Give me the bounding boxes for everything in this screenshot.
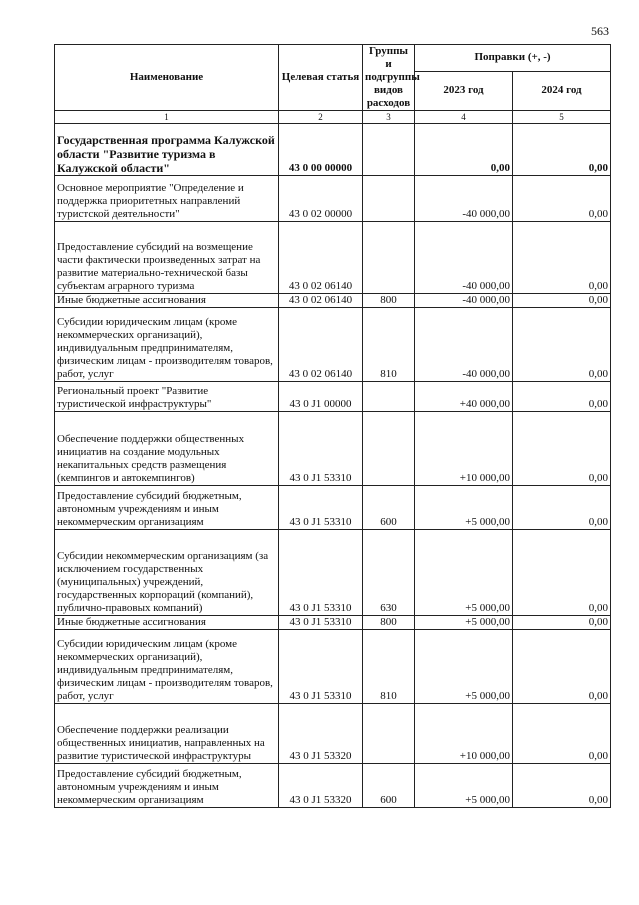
row-amount-2023: +5 000,00 — [415, 486, 513, 530]
row-target-article: 43 0 02 00000 — [279, 176, 363, 222]
row-expense-group: 810 — [363, 308, 415, 382]
row-expense-group: 600 — [363, 764, 415, 808]
row-amount-2023: -40 000,00 — [415, 294, 513, 308]
row-target-article: 43 0 J1 53310 — [279, 616, 363, 630]
row-amount-2023: +10 000,00 — [415, 412, 513, 486]
row-expense-group: 800 — [363, 616, 415, 630]
header-target-article: Целевая статья — [279, 45, 363, 111]
table-row — [55, 530, 611, 616]
table-row — [55, 764, 611, 808]
row-expense-group — [363, 124, 415, 176]
row-target-article: 43 0 J1 53310 — [279, 486, 363, 530]
row-target-article: 43 0 J1 53310 — [279, 412, 363, 486]
row-amount-2024: 0,00 — [513, 412, 611, 486]
header-expense-groups: Группы и подгруппы видов расходов — [363, 45, 415, 111]
table-row — [55, 630, 611, 704]
row-name: Иные бюджетные ассигнования — [55, 294, 279, 308]
row-expense-group — [363, 412, 415, 486]
row-amount-2023: +10 000,00 — [415, 704, 513, 764]
row-amount-2023: +5 000,00 — [415, 764, 513, 808]
row-amount-2023: -40 000,00 — [415, 308, 513, 382]
row-name: Субсидии юридическим лицам (кроме некоммерческих организаций), индивидуальным предпринимателям, физическим лицам - производителям товаров, работ, услуг — [55, 630, 279, 704]
row-expense-group: 600 — [363, 486, 415, 530]
row-target-article: 43 0 02 06140 — [279, 308, 363, 382]
row-amount-2024: 0,00 — [513, 222, 611, 294]
header-name: Наименование — [55, 45, 279, 111]
row-amount-2023: -40 000,00 — [415, 222, 513, 294]
row-target-article: 43 0 J1 53310 — [279, 630, 363, 704]
row-target-article: 43 0 00 00000 — [279, 124, 363, 176]
row-name: Государственная программа Калужской области "Развитие туризма в Калужской области" — [55, 124, 279, 176]
row-expense-group — [363, 704, 415, 764]
row-amount-2023: -40 000,00 — [415, 176, 513, 222]
row-target-article: 43 0 02 06140 — [279, 222, 363, 294]
row-expense-group: 630 — [363, 530, 415, 616]
row-amount-2024: 0,00 — [513, 382, 611, 412]
row-target-article: 43 0 J1 53320 — [279, 764, 363, 808]
row-name: Предоставление субсидий на возмещение части фактически произведенных затрат на развитие материально-технической базы субъектам аграрного туризма — [55, 222, 279, 294]
row-amount-2024: 0,00 — [513, 294, 611, 308]
row-amount-2024: 0,00 — [513, 124, 611, 176]
column-number: 3 — [363, 111, 415, 124]
row-amount-2023: +5 000,00 — [415, 630, 513, 704]
header-amendments: Поправки (+, -) — [415, 45, 611, 72]
table-row — [55, 222, 611, 294]
row-expense-group: 800 — [363, 294, 415, 308]
row-amount-2024: 0,00 — [513, 176, 611, 222]
column-number: 5 — [513, 111, 611, 124]
table-row — [55, 486, 611, 530]
table-row — [55, 382, 611, 412]
row-name: Предоставление субсидий бюджетным, автономным учреждениям и иным некоммерческим организациям — [55, 486, 279, 530]
row-name: Обеспечение поддержки общественных инициатив на создание модульных некапитальных средств размещения (кемпингов и автокемпингов) — [55, 412, 279, 486]
row-amount-2024: 0,00 — [513, 308, 611, 382]
column-number: 2 — [279, 111, 363, 124]
row-name: Предоставление субсидий бюджетным, автономным учреждениям и иным некоммерческим организациям — [55, 764, 279, 808]
row-amount-2024: 0,00 — [513, 630, 611, 704]
row-amount-2023: +5 000,00 — [415, 530, 513, 616]
row-expense-group — [363, 176, 415, 222]
row-name: Субсидии юридическим лицам (кроме некоммерческих организаций), индивидуальным предпринимателям, физическим лицам - производителям товаров, работ, услуг — [55, 308, 279, 382]
column-number: 1 — [55, 111, 279, 124]
row-amount-2024: 0,00 — [513, 704, 611, 764]
table-row — [55, 704, 611, 764]
column-numbers-row — [55, 111, 611, 124]
row-name: Иные бюджетные ассигнования — [55, 616, 279, 630]
row-amount-2023: +5 000,00 — [415, 616, 513, 630]
header-year-2024: 2024 год — [513, 71, 611, 110]
row-name: Региональный проект "Развитие туристической инфраструктуры" — [55, 382, 279, 412]
table-row — [55, 412, 611, 486]
row-name: Субсидии некоммерческим организациям (за исключением государственных (муниципальных) учреждений, государственных корпораций (компаний), публично-правовых компаний) — [55, 530, 279, 616]
table-row — [55, 124, 611, 176]
row-target-article: 43 0 02 06140 — [279, 294, 363, 308]
row-amount-2024: 0,00 — [513, 530, 611, 616]
row-amount-2024: 0,00 — [513, 486, 611, 530]
table-row — [55, 294, 611, 308]
row-target-article: 43 0 J1 53320 — [279, 704, 363, 764]
row-expense-group: 810 — [363, 630, 415, 704]
table-row — [55, 176, 611, 222]
row-target-article: 43 0 J1 00000 — [279, 382, 363, 412]
column-number: 4 — [415, 111, 513, 124]
row-name: Основное мероприятие "Определение и поддержка приоритетных направлений туристской деятельности" — [55, 176, 279, 222]
row-expense-group — [363, 382, 415, 412]
header-year-2023: 2023 год — [415, 71, 513, 110]
row-target-article: 43 0 J1 53310 — [279, 530, 363, 616]
row-amount-2024: 0,00 — [513, 616, 611, 630]
budget-amendments-table — [54, 44, 611, 808]
row-expense-group — [363, 222, 415, 294]
table-row — [55, 308, 611, 382]
table-row — [55, 616, 611, 630]
row-amount-2023: 0,00 — [415, 124, 513, 176]
row-amount-2023: +40 000,00 — [415, 382, 513, 412]
row-amount-2024: 0,00 — [513, 764, 611, 808]
page-number: 563 — [591, 24, 609, 38]
row-name: Обеспечение поддержки реализации общественных инициатив, направленных на развитие туристической инфраструктуры — [55, 704, 279, 764]
